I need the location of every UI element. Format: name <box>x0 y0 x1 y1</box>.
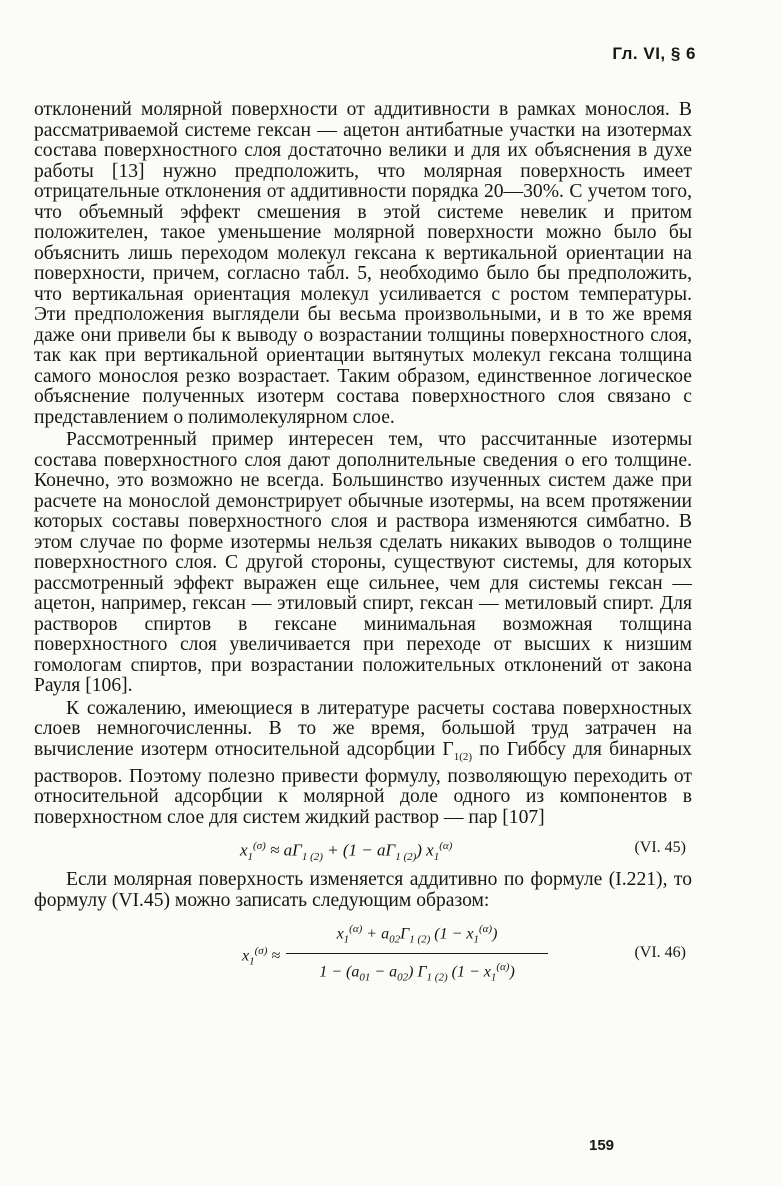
paragraph-2: Рассмотренный пример интересен тем, что рассчитанные изотермы состава поверхностного слоя дают дополнительные сведения о его толщине. Конечно, это возможно не всегда. Большинство изученных систем даже при расчете на монослой демонстрирует обычные изотермы, на всем протяжении которых составы поверхностного слоя и раствора изменяются симбатно. В этом случае по форме изотермы нельзя сделать никаких выводов о толщине поверхностного слоя. С другой стороны, существуют системы, для которых рассмотренный эффект выражен еще сильнее, чем для системы гексан — ацетон, например, гексан — этиловый спирт, гексан — метиловый спирт. Для растворов спиртов в гексане минимальная возможная толщина поверхностного слоя увеличивается при переходе от высших к низшим гомологам спиртов, при возрастании положительных отклонений от закона Рауля [106]. <box>34 429 692 696</box>
equation-vi-46-numerator: $x_1^{(\alpha)} + a_{02}Г_{1 (2)}$ $(1 - x_1^{(\alpha)})$ <box>286 919 548 954</box>
equation-vi-46-lhs: $x_1^{(\sigma)}$ ≈ <box>242 945 281 968</box>
body-text <box>34 100 692 987</box>
equation-vi-46-fraction <box>286 919 548 988</box>
equation-vi-45 <box>34 830 692 864</box>
page-number: 159 <box>589 1137 615 1154</box>
running-head: Гл. VI, § 6 <box>612 44 696 63</box>
paragraph-3-text-a: К сожалению, имеющиеся в литературе расчеты состава поверхностных слоев немногочисленны. В то же время, большой труд затрачен на вычисление изотерм относительной адсорбции Г <box>34 697 692 760</box>
equation-vi-45-number: (VI. 45) <box>634 839 686 857</box>
paragraph-1: отклонений молярной поверхности от аддитивности в рамках монослоя. В рассматриваемой системе гексан — ацетон антибатные участки на изотермах состава поверхностного слоя достаточно велики и для их объяснения в духе работы [13] нужно предположить, что молярная поверхность имеет отрицательные отклонения от аддитивности порядка 20—30%. С учетом того, что объемный эффект смешения в этой системе невелик и притом положителен, такое уменьшение молярной поверхности можно было бы объяснить лишь переходом молекул гексана к вертикальной ориентации на поверхности, причем, согласно табл. 5, необходимо было бы предположить, что вертикальная ориентация молекул усиливается с ростом температуры. Эти предположения выглядели бы весьма произвольными, и в то же время даже они привели бы к выводу о возрастании толщины поверхностного слоя, так как при вертикальной ориентации вытянутых молекул гексана толщина самого монослоя резко возрастает. Таким образом, единственное логическое объяснение полученных изотерм состава поверхностного слоя связано с представлением о полимолекулярном слое. <box>34 99 692 428</box>
paragraph-3-subscript: 1(2) <box>453 750 473 763</box>
equation-vi-46-denominator: $1 - (a_{01} - a_{02})$ $Г_{1 (2)}$ $(1 - x_1^{(\alpha)})$ <box>319 961 515 984</box>
equation-vi-46 <box>34 919 692 987</box>
equation-vi-46-number: (VI. 46) <box>634 944 686 962</box>
equation-vi-45-expression: $x_1^{(\sigma)} \approx aГ_{1 (2)} + (1 - aГ_{1 (2)})$ $x_1^{(\alpha)}$ <box>240 840 453 864</box>
paragraph-3 <box>34 699 692 829</box>
paragraph-3-text-b: по Гиббсу для бинарных растворов. Поэтому полезно привести формулу, позволяющую переходить от относительной адсорбции к молярной доле одного из компонентов в поверхностном слое для систем жидкий раствор — пар [107] <box>34 738 692 828</box>
paragraph-4: Если молярная поверхность изменяется аддитивно по формуле (I.221), то формулу (VI.45) можно записать следующим образом: <box>34 869 692 911</box>
